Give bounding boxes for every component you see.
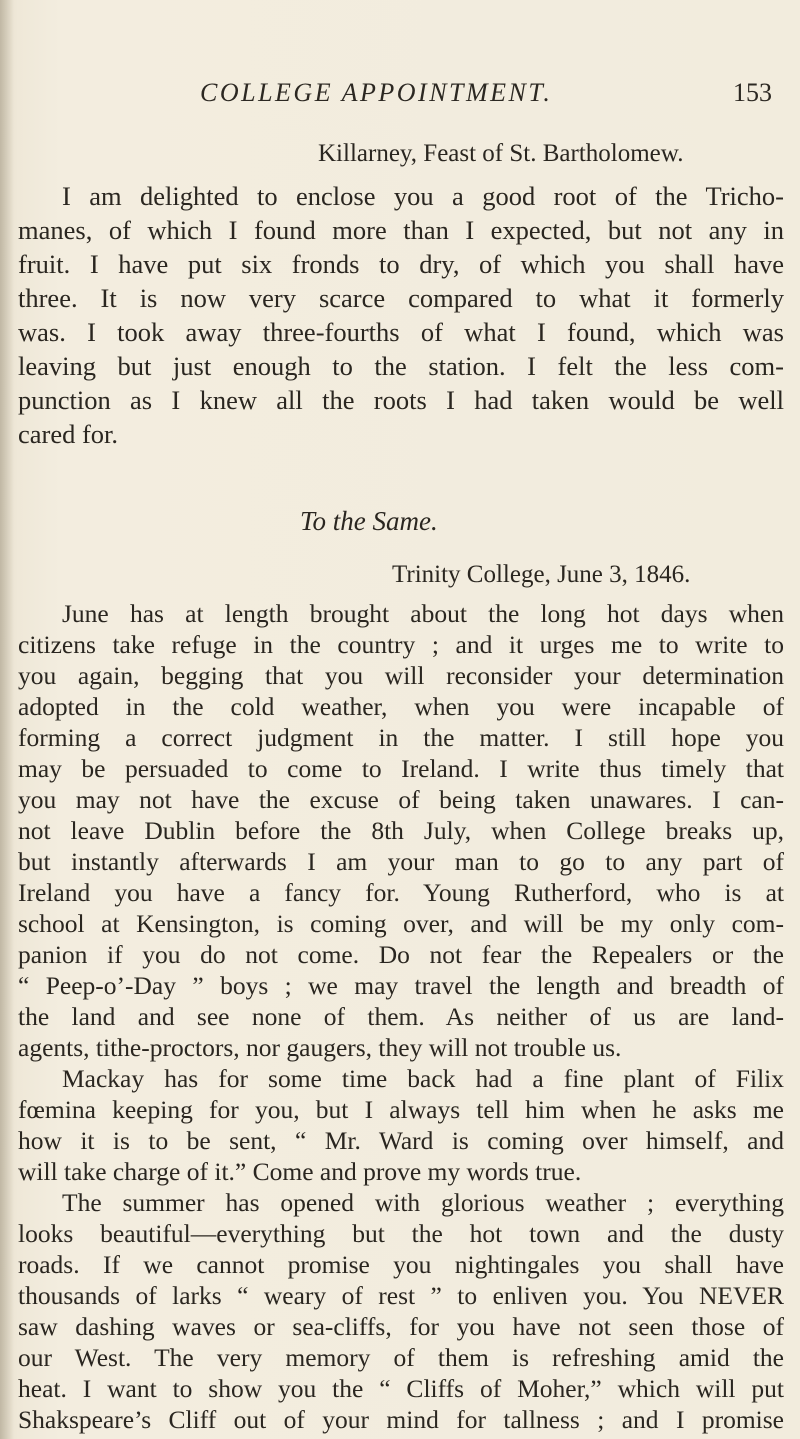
letter2-dateline: Trinity College, June 3, 1846.	[392, 561, 691, 588]
letter1-line: was. I took away three-fourths of what I found, which was	[18, 317, 784, 347]
letter2-line: The summer has opened with glorious weather ; everything	[62, 1188, 784, 1217]
letter2-line: will take charge of it.” Come and prove my words true.	[18, 1157, 582, 1186]
letter2-line: not leave Dublin before the 8th July, when College breaks up,	[18, 816, 784, 845]
letter2-line: how it is to be sent, “ Mr. Ward is coming over himself, and	[18, 1126, 784, 1155]
letter2-line: “ Peep-o’-Day ” boys ; we may travel the length and breadth of	[18, 971, 784, 1000]
letter2-line: adopted in the cold weather, when you were incapable of	[18, 692, 784, 721]
letter1-line: three. It is now very scarce compared to what it formerly	[18, 283, 784, 313]
letter2-line: Mackay has for some time back had a fine plant of Filix	[62, 1064, 784, 1093]
running-title: COLLEGE APPOINTMENT.	[200, 78, 553, 107]
letter2-line: saw dashing waves or sea-cliffs, for you have not seen those of	[18, 1312, 784, 1341]
letter1-line: manes, of which I found more than I expected, but not any in	[18, 215, 784, 245]
letter2-line: forming a correct judgment in the matter. I still hope you	[18, 723, 784, 752]
letter2-line: the land and see none of them. As neither of us are land-	[18, 1002, 784, 1031]
letter2-line: citizens take refuge in the country ; and it urges me to write to	[18, 630, 784, 659]
letter2-heading: To the Same.	[300, 506, 438, 536]
letter1-line: cared for.	[18, 419, 119, 449]
letter1-line: leaving but just enough to the station. I felt the less com-	[18, 351, 784, 381]
letter2-line: looks beautiful—everything but the hot town and the dusty	[18, 1219, 784, 1248]
letter2-line: our West. The very memory of them is refreshing amid the	[18, 1343, 784, 1372]
letter2-line: agents, tithe-proctors, nor gaugers, they will not trouble us.	[18, 1033, 622, 1062]
letter2-line: you may not have the excuse of being taken unawares. I can-	[18, 785, 784, 814]
letter2-line: thousands of larks “ weary of rest ” to enliven you. You NEVER	[18, 1281, 784, 1310]
letter2-line: heat. I want to show you the “ Cliffs of Moher,” which will put	[18, 1374, 784, 1403]
letter2-line: panion if you do not come. Do not fear the Repealers or the	[18, 940, 784, 969]
letter1-line: punction as I knew all the roots I had taken would be well	[18, 385, 784, 415]
letter1-line: fruit. I have put six fronds to dry, of which you shall have	[18, 249, 784, 279]
letter2-line: roads. If we cannot promise you nightingales you shall have	[18, 1250, 784, 1279]
letter1-dateline: Killarney, Feast of St. Bartholomew.	[318, 140, 684, 167]
letter2-line: you again, begging that you will reconsider your determination	[18, 661, 784, 690]
letter2-line: fœmina keeping for you, but I always tell him when he asks me	[18, 1095, 784, 1124]
page-number: 153	[733, 78, 772, 107]
gutter-shadow	[0, 0, 14, 1439]
letter2-line: Ireland you have a fancy for. Young Rutherford, who is at	[18, 878, 784, 907]
letter2-line: June has at length brought about the long hot days when	[62, 599, 784, 628]
letter2-line: but instantly afterwards I am your man to go to any part of	[18, 847, 784, 876]
page-header	[0, 78, 800, 112]
letter2-line: may be persuaded to come to Ireland. I write thus timely that	[18, 754, 784, 783]
letter1-line: I am delighted to enclose you a good root of the Tricho-	[62, 181, 784, 211]
letter2-line: Shakspeare’s Cliff out of your mind for tallness ; and I promise	[18, 1405, 784, 1434]
letter2-line: school at Kensington, is coming over, and will be my only com-	[18, 909, 784, 938]
